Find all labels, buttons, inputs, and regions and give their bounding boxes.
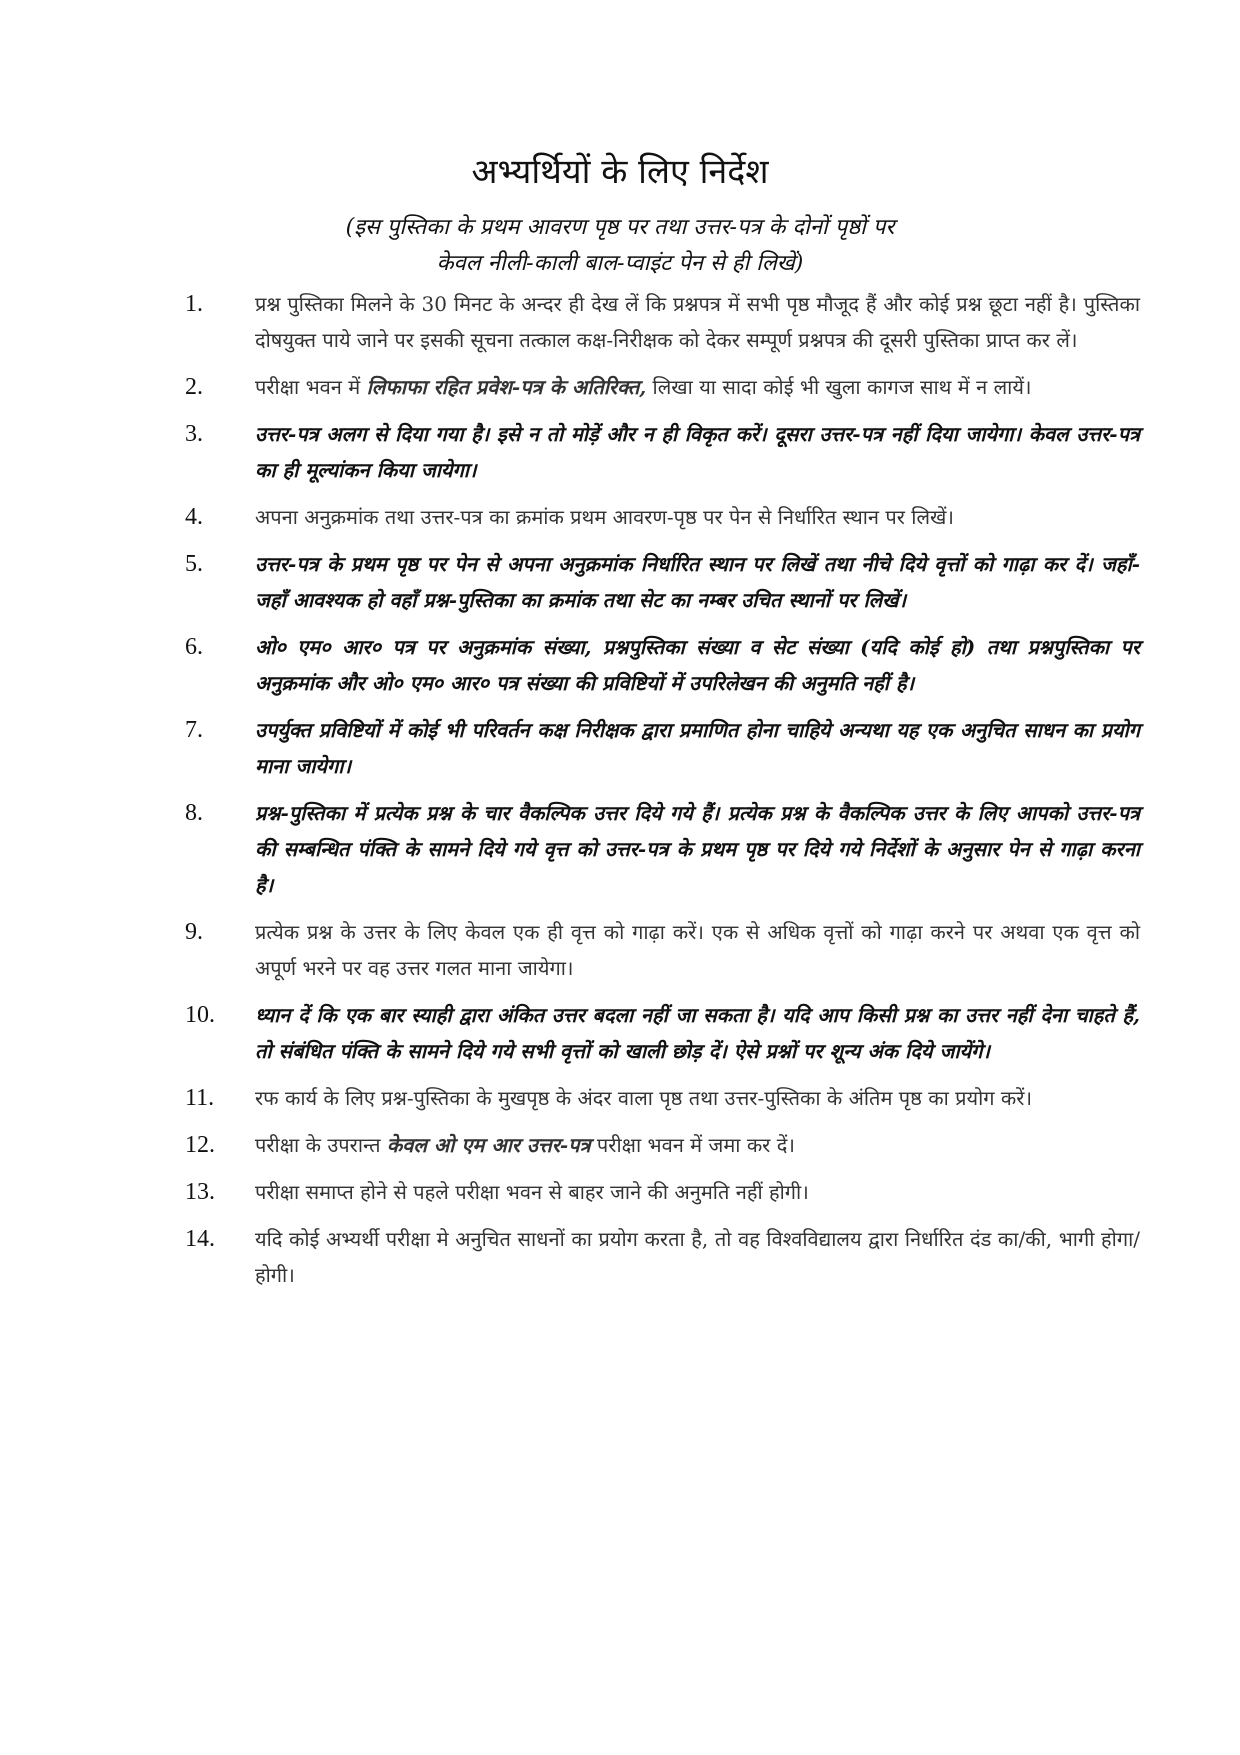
instruction-item-1 xyxy=(185,286,1140,358)
instruction-number: 1. xyxy=(185,291,203,317)
instruction-text: प्रत्येक प्रश्न के उत्तर के लिए केवल एक ही वृत्त को गाढ़ा करें। एक से अधिक वृत्तों को गाढ़ा करने पर अथवा एक वृत्त को अपूर्ण भरने पर वह उत्तर गलत माना जायेगा। xyxy=(255,920,1140,980)
instruction-number: 8. xyxy=(185,800,203,826)
instruction-text: यदि कोई अभ्यर्थी परीक्षा मे अनुचित साधनों का प्रयोग करता है, तो वह विश्वविद्यालय द्वारा निर्धारित दंड का/की, भागी होगा/होगी। xyxy=(255,1227,1140,1287)
instruction-text: उपर्युक्त प्रविष्टियों में कोई भी परिवर्तन कक्ष निरीक्षक द्वारा प्रमाणित होना चाहिये अन्यथा यह एक अनुचित साधन का प्रयोग माना जायेगा। xyxy=(255,718,1140,778)
instruction-text-part: परीक्षा के उपरान्त xyxy=(255,1133,387,1157)
instruction-number: 13. xyxy=(185,1179,215,1205)
instruction-item-11 xyxy=(185,1080,1140,1116)
instruction-item-3 xyxy=(185,416,1140,488)
instructions-list xyxy=(185,286,1140,1304)
instruction-number: 3. xyxy=(185,421,203,447)
instruction-text: प्रश्न-पुस्तिका में प्रत्येक प्रश्न के चार वैकल्पिक उत्तर दिये गये हैं। प्रत्येक प्रश्न के वैकल्पिक उत्तर के लिए आपको उत्तर-पत्र की सम्बन्धित पंक्ति के सामने दिये गये वृत्त को उत्तर-पत्र के प्रथम पृष्ठ पर दिये गये निर्देशों के अनुसार पेन से गाढ़ा करना है। xyxy=(255,801,1140,897)
instruction-number: 11. xyxy=(185,1085,215,1111)
instruction-item-7 xyxy=(185,712,1140,784)
instruction-item-8 xyxy=(185,795,1140,903)
instruction-number: 2. xyxy=(185,374,203,400)
instruction-item-12 xyxy=(185,1127,1140,1163)
subtitle-line-1: (इस पुस्तिका के प्रथम आवरण पृष्ठ पर तथा उत्तर-पत्र के दोनों पृष्ठों पर xyxy=(345,215,895,240)
instruction-item-9 xyxy=(185,914,1140,986)
instruction-item-10 xyxy=(185,997,1140,1069)
instruction-number: 5. xyxy=(185,551,203,577)
instruction-text xyxy=(255,369,1140,405)
instruction-number: 14. xyxy=(185,1226,215,1252)
instruction-text: परीक्षा समाप्त होने से पहले परीक्षा भवन से बाहर जाने की अनुमति नहीं होगी। xyxy=(255,1180,809,1204)
instruction-text: प्रश्न पुस्तिका मिलने के 30 मिनट के अन्दर ही देख लें कि प्रश्नपत्र में सभी पृष्ठ मौजूद हैं और कोई प्रश्न छूटा नहीं है। पुस्तिका दोषयुक्त पाये जाने पर इसकी सूचना तत्काल कक्ष-निरीक्षक को देकर सम्पूर्ण प्रश्नपत्र की दूसरी पुस्तिका प्राप्त कर लें। xyxy=(255,292,1140,352)
instruction-number: 12. xyxy=(185,1132,215,1158)
instruction-text-part: परीक्षा भवन में xyxy=(255,375,367,399)
instruction-text: अपना अनुक्रमांक तथा उत्तर-पत्र का क्रमांक प्रथम आवरण-पृष्ठ पर पेन से निर्धारित स्थान पर लिखें। xyxy=(255,505,954,529)
instruction-text: उत्तर-पत्र अलग से दिया गया है। इसे न तो मोड़ें और न ही विकृत करें। दूसरा उत्तर-पत्र नहीं दिया जायेगा। केवल उत्तर-पत्र का ही मूल्यांकन किया जायेगा। xyxy=(255,422,1140,482)
instruction-text: उत्तर-पत्र के प्रथम पृष्ठ पर पेन से अपना अनुक्रमांक निर्धारित स्थान पर लिखें तथा नीचे दिये वृत्तों को गाढ़ा कर दें। जहाँ-जहाँ आवश्यक हो वहाँ प्रश्न-पुस्तिका का क्रमांक तथा सेट का नम्बर उचित स्थानों पर लिखें। xyxy=(255,552,1140,612)
instruction-item-6 xyxy=(185,629,1140,701)
instruction-text-part: लिखा या सादा कोई भी खुला कागज साथ में न लायें। xyxy=(646,375,1032,399)
subtitle-line-2: केवल नीली-काली बाल-प्वाइंट पेन से ही लिखें) xyxy=(436,251,804,276)
instruction-number: 10. xyxy=(185,1002,215,1028)
instruction-text-part: परीक्षा भवन में जमा कर दें। xyxy=(590,1133,795,1157)
instruction-text-emphasis: लिफाफा रहित प्रवेश-पत्र के अतिरिक्त, xyxy=(366,375,647,399)
instruction-item-13 xyxy=(185,1174,1140,1210)
instruction-number: 6. xyxy=(185,634,203,660)
instruction-text-emphasis: केवल ओ एम आर उत्तर-पत्र xyxy=(386,1133,591,1157)
instruction-number: 9. xyxy=(185,919,203,945)
instruction-text: रफ कार्य के लिए प्रश्न-पुस्तिका के मुखपृष्ठ के अंदर वाला पृष्ठ तथा उत्तर-पुस्तिका के अंतिम पृष्ठ का प्रयोग करें। xyxy=(255,1086,1033,1110)
instruction-item-4 xyxy=(185,499,1140,535)
instruction-item-5 xyxy=(185,546,1140,618)
instruction-text xyxy=(255,1127,1140,1163)
instruction-item-2 xyxy=(185,369,1140,405)
instruction-text: ओ० एम० आर० पत्र पर अनुक्रमांक संख्या, प्रश्नपुस्तिका संख्या व सेट संख्या (यदि कोई हो) तथा प्रश्नपुस्तिका पर अनुक्रमांक और ओ० एम० आर० पत्र संख्या की प्रविष्टियों में उपरिलेखन की अनुमति नहीं है। xyxy=(255,635,1140,695)
instruction-text: ध्यान दें कि एक बार स्याही द्वारा अंकित उत्तर बदला नहीं जा सकता है। यदि आप किसी प्रश्न का उत्तर नहीं देना चाहते हैं, तो संबंधित पंक्ति के सामने दिये गये सभी वृत्तों को खाली छोड़ दें। ऐसे प्रश्नों पर शून्य अंक दिये जायेंगे। xyxy=(255,1003,1140,1063)
instruction-number: 4. xyxy=(185,504,203,530)
page-subtitle xyxy=(0,210,1240,282)
instruction-number: 7. xyxy=(185,717,203,743)
page-title: अभ्यर्थियों के लिए निर्देश xyxy=(471,152,769,192)
instruction-item-14 xyxy=(185,1221,1140,1293)
